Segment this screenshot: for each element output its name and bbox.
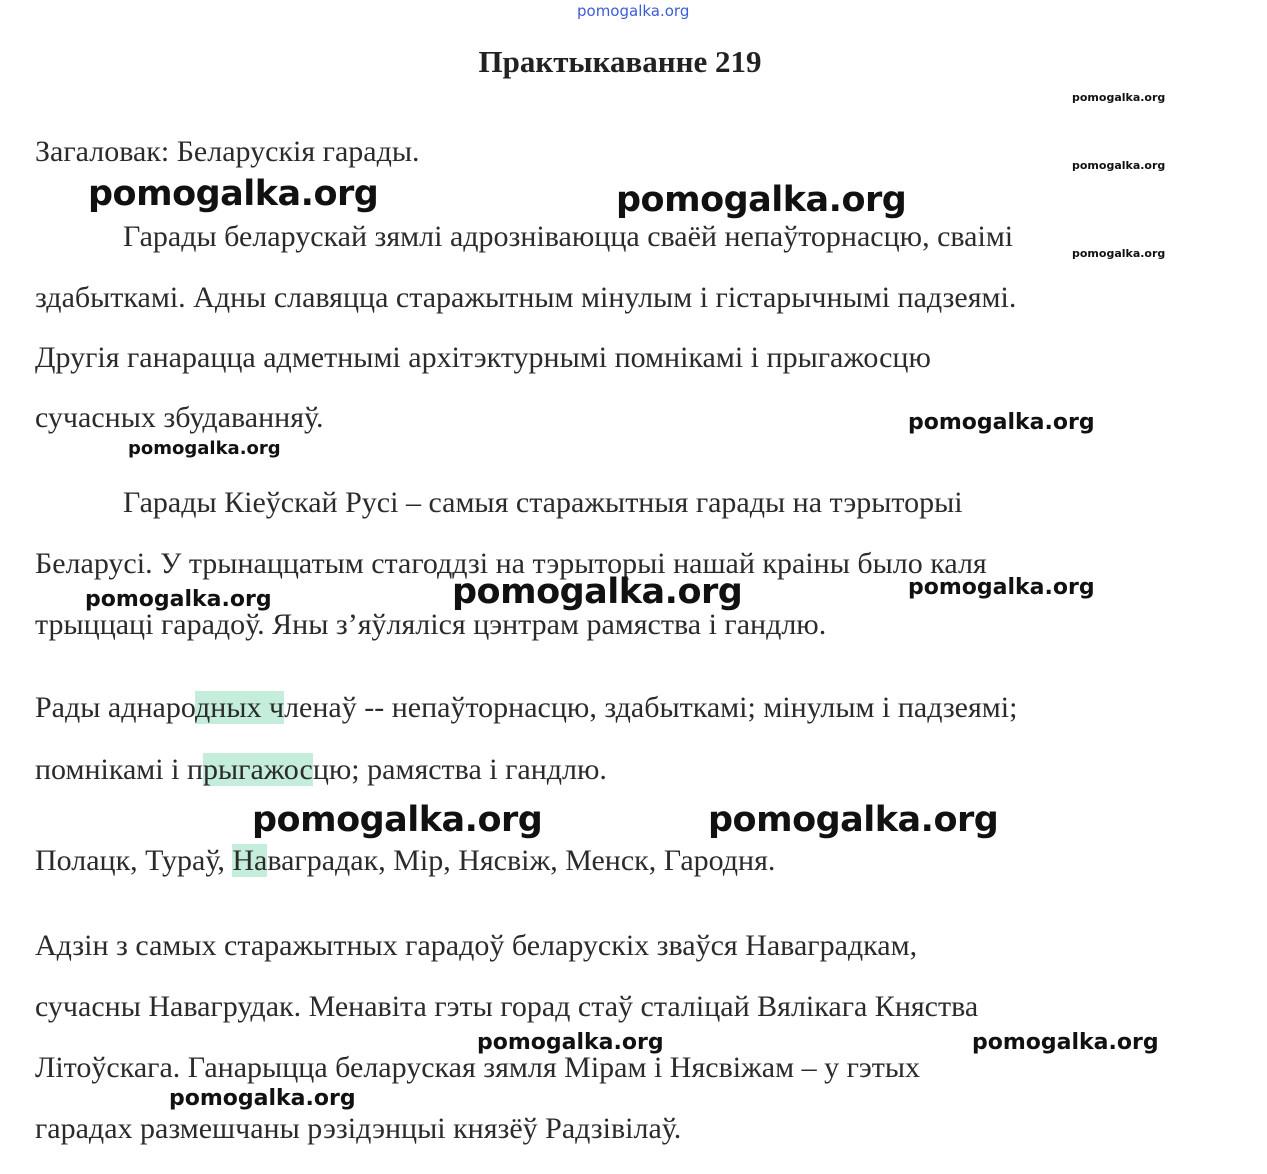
watermark: pomogalka.org <box>452 572 743 612</box>
paragraph1-line: здабыткамі. Адны славяцца старажытным мінулым і гістарычнымі падзеямі. <box>35 281 1017 314</box>
paragraph3-line: гарадах размешчаны рэзідэнцыі князёў Радзівілаў. <box>35 1112 682 1145</box>
watermark: pomogalka.org <box>88 174 379 214</box>
watermark: pomogalka.org <box>128 438 281 459</box>
cities-line <box>35 843 775 879</box>
text-segment: Рады аднаро <box>35 691 196 724</box>
homogeneous-members-line <box>35 752 607 788</box>
text-segment: помнікамі і п <box>35 753 204 786</box>
text-segment: ленаў -- непаўторнасцю, здабыткамі; мінулым і падзеямі; <box>284 691 1018 724</box>
watermark: pomogalka.org <box>708 800 999 840</box>
page-title: Практыкаванне 219 <box>478 44 762 79</box>
watermark: pomogalka.org <box>908 410 1095 435</box>
watermark: pomogalka.org <box>616 180 907 220</box>
text-highlight: рыгажос <box>203 753 313 786</box>
watermark: pomogalka.org <box>169 1086 356 1111</box>
paragraph2-line: трыццаці гарадоў. Яны з’яўляліся цэнтрам рамяства і гандлю. <box>35 608 827 641</box>
text-segment: ваградак, Мір, Нясвіж, Менск, Гародня. <box>267 844 776 877</box>
paragraph3-line: Літоўскага. Ганарыцца беларуская зямля Мірам і Нясвіжам – у гэтых <box>35 1051 921 1084</box>
watermark: pomogalka.org <box>1072 247 1166 260</box>
text-segment: Полацк, Тураў, <box>35 844 233 877</box>
paragraph3-line: Адзін з самых старажытных гарадоў беларускіх зваўся Наваградкам, <box>35 929 918 962</box>
watermark: pomogalka.org <box>1072 91 1166 104</box>
heading-line: Загаловак: Беларускія гарады. <box>35 135 420 168</box>
paragraph2-line: Беларусі. У трынаццатым стагоддзі на тэрыторыі нашай краіны было каля <box>35 547 987 580</box>
header-watermark: pomogalka.org <box>577 2 690 20</box>
paragraph1-line: Гарады беларускай зямлі адрозніваюцца сваёй непаўторнасцю, сваімі <box>123 220 1014 253</box>
watermark: pomogalka.org <box>85 587 272 612</box>
text-highlight: На <box>232 844 268 877</box>
watermark: pomogalka.org <box>1072 159 1166 172</box>
homogeneous-members-line <box>35 690 1017 726</box>
paragraph2-line: Гарады Кіеўскай Русі – самыя старажытныя гарады на тэрыторыі <box>123 486 963 519</box>
text-segment: цю; рамяства і гандлю. <box>312 753 607 786</box>
watermark: pomogalka.org <box>252 800 543 840</box>
watermark: pomogalka.org <box>477 1030 664 1055</box>
paragraph1-line: сучасных збудаванняў. <box>35 401 324 434</box>
text-highlight: дных ч <box>195 691 285 724</box>
paragraph1-line: Другія ганарацца адметнымі архітэктурнымі помнікамі і прыгажосцю <box>35 341 931 374</box>
watermark: pomogalka.org <box>908 575 1095 600</box>
watermark: pomogalka.org <box>972 1030 1159 1055</box>
paragraph3-line: сучасны Навагрудак. Менавіта гэты горад стаў сталіцай Вялікага Княства <box>35 990 979 1023</box>
